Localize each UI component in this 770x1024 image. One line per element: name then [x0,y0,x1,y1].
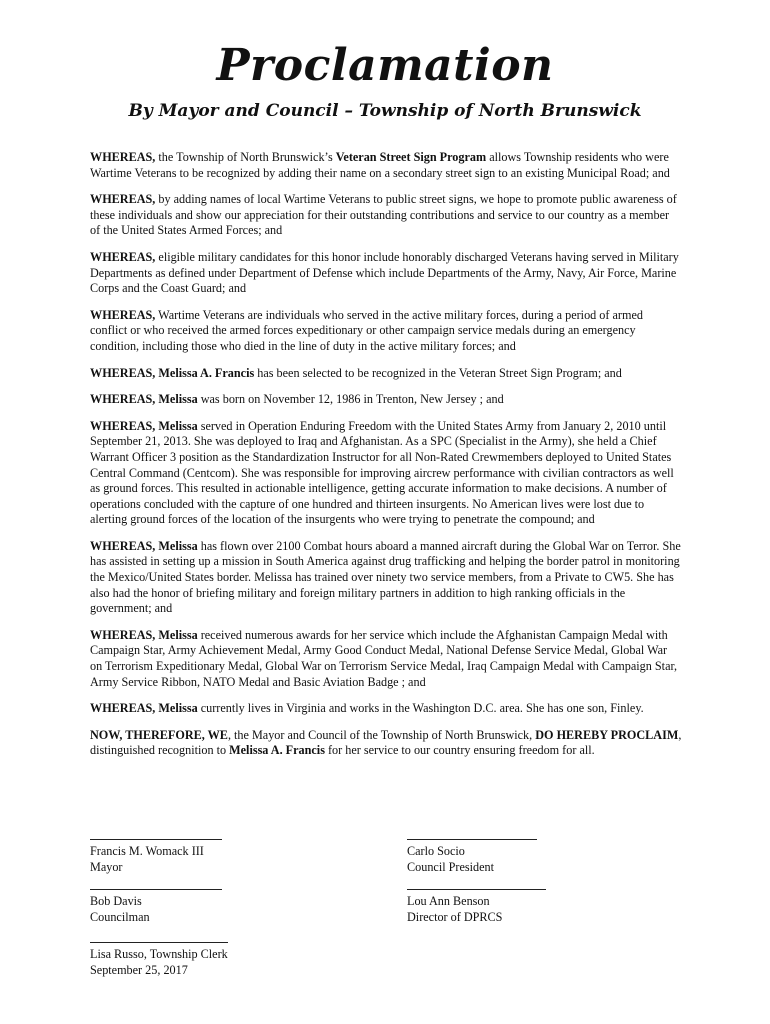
whereas-paragraph [90,392,682,408]
paragraph-lead: WHEREAS, Melissa A. Francis [90,365,255,380]
whereas-paragraph [90,308,682,355]
paragraph-text: was born on November 12, 1986 in Trenton, New Jersey ; and [197,392,504,407]
whereas-paragraph [90,192,682,239]
paragraph-lead: WHEREAS, [90,307,156,322]
signatory-name: Lou Ann Benson [407,894,490,908]
signatory-title: Council President [407,860,494,874]
signatory-name: Francis M. Womack III [90,844,204,858]
signatory-name: Carlo Socio [407,844,465,858]
paragraph-text: currently lives in Virginia and works in the Washington D.C. area. She has one son, Finley. [197,701,644,716]
signature-line [90,889,222,890]
proclaim-paragraph [90,728,682,759]
signatory-title: Director of DPRCS [407,910,503,924]
document-title: Proclamation [216,40,554,91]
signature-date: September 25, 2017 [90,963,188,977]
paragraph-lead: WHEREAS, Melissa [90,701,198,716]
paragraph-text: has flown over 2100 Combat hours aboard a manned aircraft during the Global War on Terror. She has assisted in setting up a mission in South America against drug trafficking and helping the border patrol in monitoring the Mexico/United States border. Melissa has trained over ninety two service members, from a Private to CW5. She has also had the honor of briefing military and foreign military partners in addition to high ranking officials in the government; and [90,538,681,616]
signature-block-mayor [90,839,290,875]
whereas-paragraph [90,701,682,717]
signature-block-council-president [407,839,607,875]
signature-block-councilman [90,889,290,925]
whereas-paragraph [90,250,682,297]
paragraph-lead: WHEREAS, Melissa [90,392,198,407]
signatory-title: Councilman [90,910,150,924]
signature-block-director [407,889,607,925]
whereas-paragraph [90,419,682,528]
paragraph-lead: WHEREAS, [90,192,156,207]
whereas-paragraph [90,366,682,382]
paragraph-text: by adding names of local Wartime Veterans to public street signs, we hope to promote public awareness of these individuals and show our appreciation for their outstanding contributions and service to our country as a member of the United States Armed Forces; and [90,192,677,238]
program-name: Veteran Street Sign Program [335,150,487,164]
paragraph-text: has been selected to be recognized in the Veteran Street Sign Program; and [254,365,622,380]
paragraph-text: served in Operation Enduring Freedom with the United States Army from January 2, 2010 until September 21, 2013. She was deployed to Iraq and Afghanistan. As a SPC (Specialist in the Army), she held a Chief Warrant Officer 3 position as the Standardization Instructor for all Non-Rated Crewmembers deployed to United States Central Command (Centcom). She was responsible for improving aircrew performance with civilian contractors as well as ground forces. This resulted in actionable intelligence, getting accurate information to make decisions. A number of operations concluded with the capture of one hundred and thirteen insurgents. No American lives were lost due to alerting ground forces of the location of the insurgents who were trying to penetrate the compound; and [90,418,674,527]
paragraph-lead: WHEREAS, [90,249,156,264]
whereas-paragraph [90,150,682,181]
paragraph-lead: WHEREAS, [90,150,156,164]
signature-line [90,839,222,840]
paragraph-text: Wartime Veterans are individuals who served in the active military forces, during a period of armed conflict or who received the armed forces expeditionary or other campaign service medals during an emergency condition, including those who died in the line of duty in the active military forces; and [90,307,643,353]
paragraph-lead: WHEREAS, Melissa [90,538,198,553]
whereas-paragraph [90,628,682,690]
signature-line [90,942,228,943]
paragraph-text: allows Township residents who were Wartime Veterans to be recognized by adding their name on a secondary street sign to an existing Municipal Road; and [90,150,670,180]
whereas-paragraph [90,539,682,617]
paragraph-lead: WHEREAS, Melissa [90,627,198,642]
signatory-name: Bob Davis [90,894,142,908]
paragraph-text: , the Mayor and Council of the Township of North Brunswick, [227,727,536,742]
paragraph-text: eligible military candidates for this honor include honorably discharged Veterans having served in Military Departments as defined under Department of Defense which include Departments of the Army, Navy, Air Force, Marine Corps and the Coast Guard; and [90,249,679,296]
paragraph-lead: NOW, THEREFORE, WE [90,727,228,742]
signature-line [407,839,537,840]
signatory-name: Lisa Russo, Township Clerk [90,947,228,961]
signatory-title: Mayor [90,860,123,874]
signature-block-clerk [90,942,310,978]
proclamation-body [90,150,682,770]
paragraph-text: received numerous awards for her service which include the Afghanistan Campaign Medal with Campaign Star, Army Achievement Medal, Army Good Conduct Medal, National Defense Service Medal, Global War on Terrorism Expeditionary Medal, Global War on Terrorism Service Medal, Iraq Campaign Medal with Campaign Star, Army Service Ribbon, NATO Medal and Basic Aviation Badge ; and [90,627,678,689]
paragraph-lead: WHEREAS, Melissa [90,418,198,433]
paragraph-text: , distinguished recognition to [90,727,682,758]
document-subtitle: By Mayor and Council – Township of North Brunswick [128,101,642,121]
paragraph-text: for her service to our country ensuring freedom for all. [324,743,595,758]
honoree-name: Melissa A. Francis [229,743,325,758]
proclaim-phrase: DO HEREBY PROCLAIM [535,727,679,742]
signature-line [407,889,546,890]
paragraph-text: the Township of North Brunswick’s [155,150,336,164]
